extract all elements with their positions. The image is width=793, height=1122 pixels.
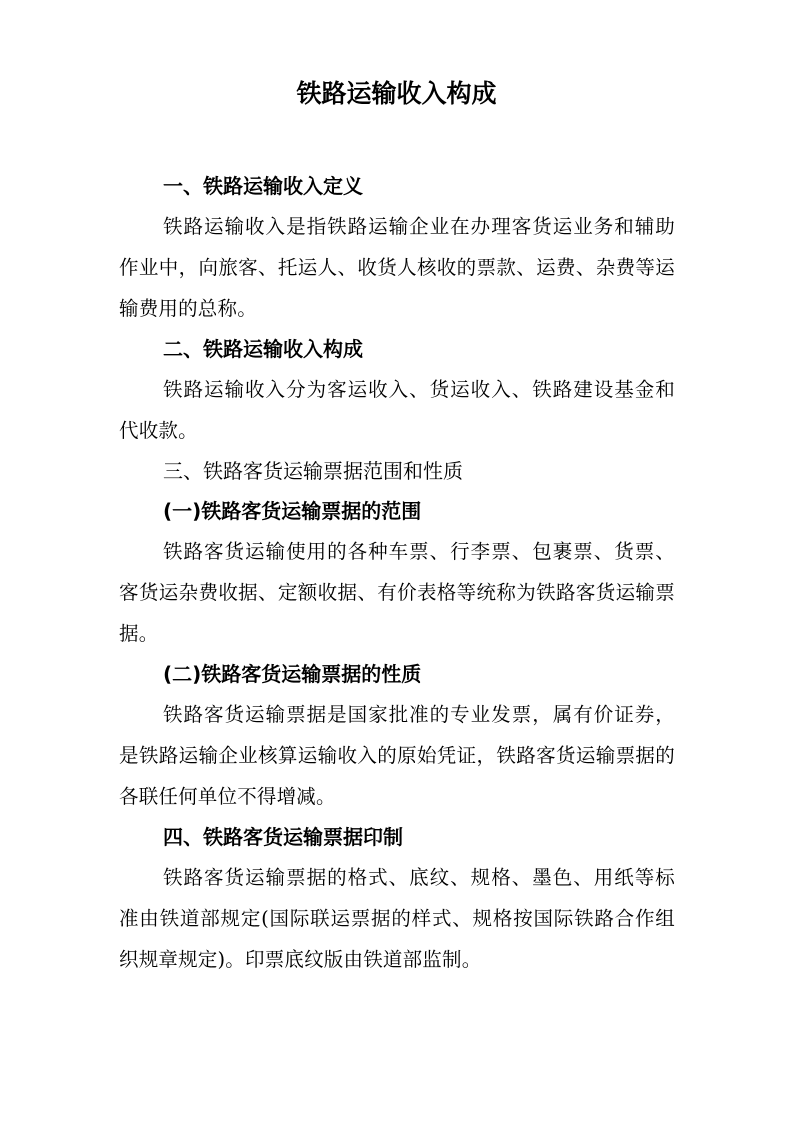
subsection-heading-ticket-nature: (二)铁路客货运输票据的性质 bbox=[163, 662, 422, 686]
section-heading-definition: 一、铁路运输收入定义 bbox=[163, 174, 363, 198]
section-paragraph-definition: 铁路运输收入是指铁路运输企业在办理客货运业务和辅助作业中，向旅客、托运人、收货人核收的票款、运费、杂费等运输费用的总称。 bbox=[119, 215, 675, 320]
subsection-heading-ticket-scope: (一)铁路客货运输票据的范围 bbox=[163, 499, 422, 523]
document-body bbox=[119, 166, 675, 980]
subsection-paragraph-ticket-nature: 铁路客货运输票据是国家批准的专业发票，属有价证券，是铁路运输企业核算运输收入的原始凭证，铁路客货运输票据的各联任何单位不得增减。 bbox=[119, 703, 675, 808]
section-paragraph-composition: 铁路运输收入分为客运收入、货运收入、铁路建设基金和代收款。 bbox=[119, 378, 675, 442]
section-heading-ticket-printing: 四、铁路客货运输票据印制 bbox=[163, 825, 403, 849]
section-paragraph-ticket-printing: 铁路客货运输票据的格式、底纹、规格、墨色、用纸等标准由铁道部规定(国际联运票据的样式、规格按国际铁路合作组织规章规定)。印票底纹版由铁道部监制。 bbox=[119, 866, 675, 971]
section-heading-ticket-scope-nature: 三、铁路客货运输票据范围和性质 bbox=[163, 459, 463, 483]
subsection-paragraph-ticket-scope: 铁路客货运输使用的各种车票、行李票、包裹票、货票、客货运杂费收据、定额收据、有价表格等统称为铁路客货运输票据。 bbox=[119, 540, 675, 645]
section-heading-composition: 二、铁路运输收入构成 bbox=[163, 337, 363, 361]
document-title: 铁路运输收入构成 bbox=[296, 79, 497, 108]
